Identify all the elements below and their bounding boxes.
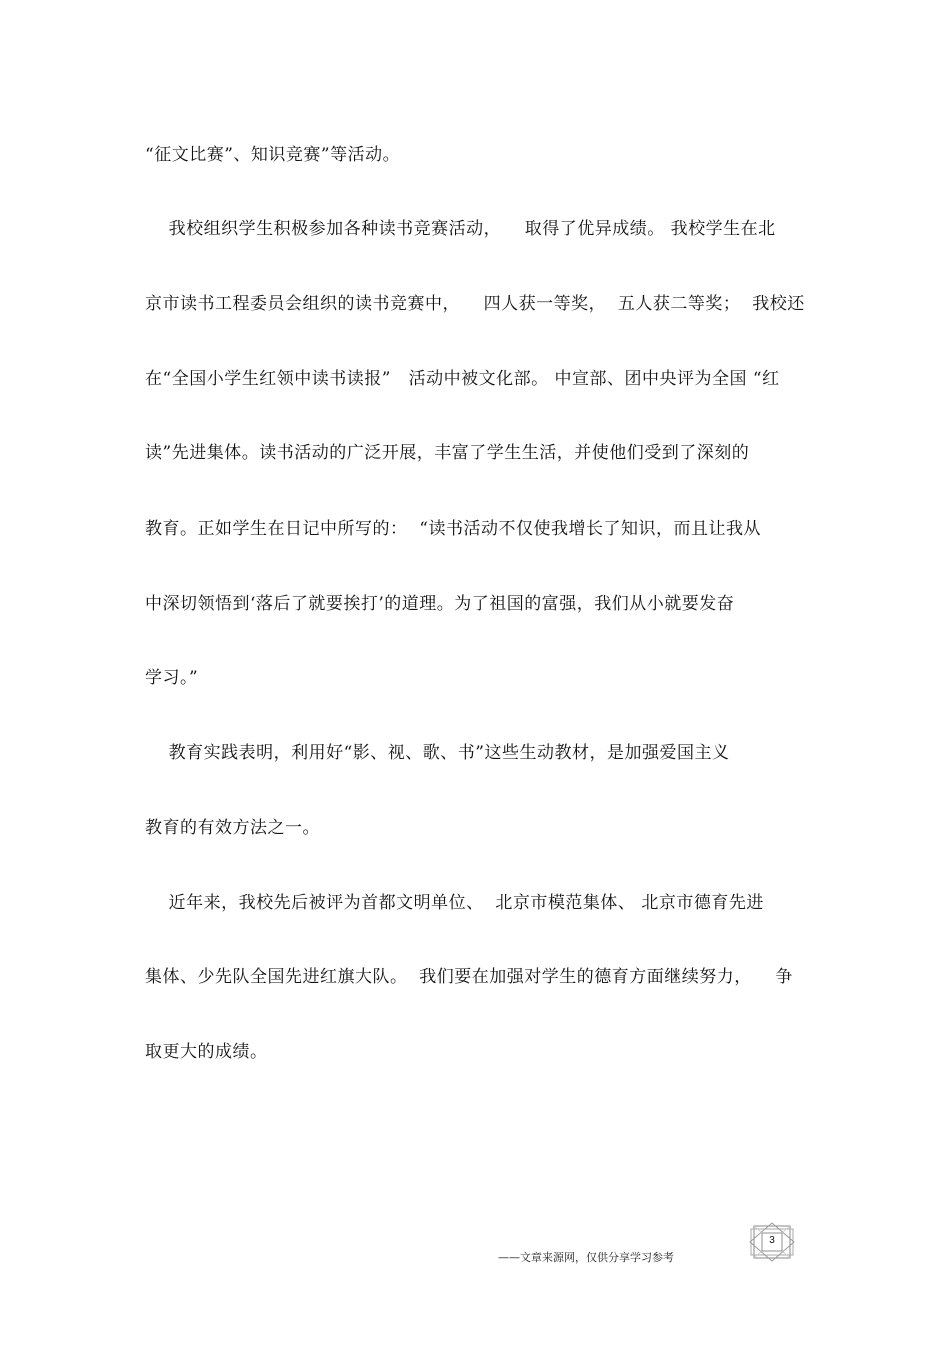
text-line: 在“全国小学生红领中读书读报” 活动中被文化部。 中宣部、团中央评为全国 “红 bbox=[145, 369, 780, 389]
text-line: 我校组织学生积极参加各种读书竞赛活动， 取得了优异成绩。 我校学生在北 bbox=[145, 219, 776, 239]
text-line: “征文比赛”、知识竞赛”等活动。 bbox=[145, 145, 401, 165]
text-line: 集体、少先队全国先进红旗大队。 我们要在加强对学生的德育方面继续努力， 争 bbox=[145, 967, 793, 987]
text-line: 教育实践表明，利用好“影、视、歌、书”这些生动教材，是加强爱国主义 bbox=[145, 743, 730, 763]
footer-source-note: ——文章来源网，仅供分享学习参考 bbox=[498, 1251, 674, 1264]
page-number-badge bbox=[748, 1222, 796, 1262]
page-number: 3 bbox=[769, 1235, 775, 1246]
text-line: 近年来，我校先后被评为首都文明单位、 北京市模范集体、 北京市德育先进 bbox=[145, 893, 764, 913]
text-line: 取更大的成绩。 bbox=[145, 1042, 268, 1062]
text-line: 教育。正如学生在日记中所写的： “读书活动不仅使我增长了知识，而且让我从 bbox=[145, 519, 761, 539]
text-line: 中深切领悟到‘落后了就要挨打’的道理。为了祖国的富强，我们从小就要发奋 bbox=[145, 594, 735, 614]
text-line: 读”先进集体。读书活动的广泛开展，丰富了学生生活，并使他们受到了深刻的 bbox=[145, 443, 750, 463]
text-line: 学习。” bbox=[145, 668, 199, 688]
text-line: 京市读书工程委员会组织的读书竞赛中， 四人获一等奖， 五人获二等奖； 我校还 bbox=[145, 294, 805, 314]
text-line: 教育的有效方法之一。 bbox=[145, 818, 320, 838]
